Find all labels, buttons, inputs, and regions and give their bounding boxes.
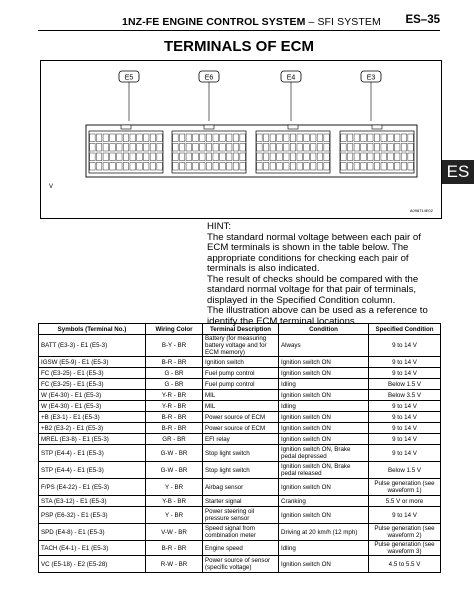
cell-specified: 9 to 14 V (369, 335, 441, 357)
cell-wiring-color: B-Y - BR (146, 335, 203, 357)
cell-specified: 9 to 14 V (369, 401, 441, 412)
table-row (39, 434, 441, 445)
cell-description: Starter signal (203, 496, 279, 507)
header-condition: Condition (279, 324, 369, 335)
cell-condition: Idling (279, 379, 369, 390)
cell-symbol: +B2 (E3-2) - E1 (E5-3) (39, 423, 146, 434)
table-row (39, 496, 441, 507)
cell-condition: Ignition switch ON (279, 368, 369, 379)
cell-specified: 9 to 14 V (369, 434, 441, 445)
cell-condition: Idling (279, 401, 369, 412)
hint-paragraph-2: The result of checks should be compared with the standard normal voltage for that pair of terminals, displayed in the Specified Condition column. (207, 273, 419, 306)
table-row (39, 524, 441, 541)
cell-symbol: PSP (E6-32) - E1 (E5-3) (39, 507, 146, 524)
cell-specified: Below 3.5 V (369, 390, 441, 401)
table-row (39, 462, 441, 479)
cell-wiring-color: GR - BR (146, 434, 203, 445)
header-title-main: 1NZ-FE ENGINE CONTROL SYSTEM (122, 16, 306, 28)
cell-wiring-color: B-R - BR (146, 357, 203, 368)
cell-condition: Ignition switch ON (279, 357, 369, 368)
cell-specified: 9 to 14 V (369, 423, 441, 434)
cell-symbol: W (E4-30) - E1 (E5-3) (39, 401, 146, 412)
cell-specified: Below 1.5 V (369, 462, 441, 479)
cell-specified: Pulse generation (see waveform 1) (369, 479, 441, 496)
cell-wiring-color: B-R - BR (146, 541, 203, 556)
cell-description: Power source of ECM (203, 423, 279, 434)
cell-condition: Ignition switch ON (279, 412, 369, 423)
header-specified-condition: Specified Condition (369, 324, 441, 335)
cell-wiring-color: G - BR (146, 379, 203, 390)
cell-description: Power source of ECM (203, 412, 279, 423)
table-row (39, 445, 441, 462)
cell-specified: Below 1.5 V (369, 379, 441, 390)
cell-wiring-color: Y-R - BR (146, 401, 203, 412)
table-row (39, 479, 441, 496)
cell-wiring-color: Y-B - BR (146, 496, 203, 507)
table-row (39, 368, 441, 379)
table-row (39, 390, 441, 401)
table-row (39, 379, 441, 390)
cell-wiring-color: G-W - BR (146, 462, 203, 479)
hint-paragraph-3: The illustration above can be used as a reference to identify the ECM terminal locations. (207, 305, 428, 327)
cell-symbol: STP (E4-4) - E1 (E5-3) (39, 462, 146, 479)
ecm-connector-svg (41, 61, 441, 218)
cell-condition: Ignition switch ON (279, 507, 369, 524)
connector-label-text: E6 (204, 74, 214, 82)
connector-label-text: E4 (286, 74, 296, 82)
cell-symbol: STA (E3-12) - E1 (E5-3) (39, 496, 146, 507)
cell-condition: Idling (279, 541, 369, 556)
cell-specified: Pulse generation (see waveform 3) (369, 541, 441, 556)
table-row (39, 335, 441, 357)
hint-block (207, 222, 442, 327)
cell-symbol: +B (E3-1) - E1 (E5-3) (39, 412, 146, 423)
cell-wiring-color: Y - BR (146, 479, 203, 496)
connector-label-2 (281, 71, 301, 121)
cell-symbol: SPD (E4-8) - E1 (E5-3) (39, 524, 146, 541)
cell-wiring-color: G - BR (146, 368, 203, 379)
cell-condition: Ignition switch ON (279, 423, 369, 434)
cell-description: Battery (for measuring battery voltage and for ECM memory) (203, 335, 279, 357)
cell-wiring-color: Y - BR (146, 507, 203, 524)
table-row (39, 357, 441, 368)
connector-label-1 (199, 71, 219, 121)
cell-symbol: TACH (E4-1) - E1 (E5-3) (39, 541, 146, 556)
header-terminal-description: Terminal Description (203, 324, 279, 335)
cell-condition: Ignition switch ON, Brake pedal depressed (279, 445, 369, 462)
header-symbols: Symbols (Terminal No.) (39, 324, 146, 335)
table-row (39, 423, 441, 434)
cell-symbol: F/PS (E4-22) - E1 (E5-3) (39, 479, 146, 496)
table-header-row (39, 324, 441, 335)
ecm-connector-diagram (40, 60, 442, 219)
hint-label: HINT: (207, 221, 231, 232)
cell-specified: 9 to 14 V (369, 445, 441, 462)
cell-specified: Pulse generation (see waveform 2) (369, 524, 441, 541)
cell-description: Stop light switch (203, 445, 279, 462)
cell-description: EFI relay (203, 434, 279, 445)
table-row (39, 507, 441, 524)
cell-symbol: FC (E3-25) - E1 (E5-3) (39, 379, 146, 390)
cell-condition: Ignition switch ON (279, 479, 369, 496)
table-row (39, 412, 441, 423)
cell-symbol: W (E4-30) - E1 (E5-3) (39, 390, 146, 401)
cell-specified: 4.5 to 5.5 V (369, 556, 441, 573)
cell-symbol: BATT (E3-3) - E1 (E5-3) (39, 335, 146, 357)
cell-specified: 9 to 14 V (369, 412, 441, 423)
ecm-connector-body (86, 125, 417, 177)
cell-condition: Always (279, 335, 369, 357)
table-row (39, 556, 441, 573)
cell-symbol: IGSW (E5-9) - E1 (E5-3) (39, 357, 146, 368)
cell-description: MIL (203, 401, 279, 412)
cell-description: Power source of sensor (specific voltage) (203, 556, 279, 573)
connector-labels (119, 71, 381, 121)
table-row (39, 401, 441, 412)
header-title (122, 16, 381, 28)
cell-condition: Ignition switch ON, Brake pedal released (279, 462, 369, 479)
cell-condition: Cranking (279, 496, 369, 507)
cell-description: MIL (203, 390, 279, 401)
cell-wiring-color: B-R - BR (146, 412, 203, 423)
cell-wiring-color: V-W - BR (146, 524, 203, 541)
cell-specified: 9 to 14 V (369, 368, 441, 379)
section-tab-es: ES (442, 160, 474, 184)
cell-description: Fuel pump control (203, 379, 279, 390)
cell-description: Airbag sensor (203, 479, 279, 496)
header-wiring-color: Wiring Color (146, 324, 203, 335)
page-title: TERMINALS OF ECM (164, 38, 314, 55)
cell-condition: Driving at 20 km/h (12 mph) (279, 524, 369, 541)
cell-description: Engine speed (203, 541, 279, 556)
cell-condition: Ignition switch ON (279, 556, 369, 573)
cell-description: Power steering oil pressure sensor (203, 507, 279, 524)
cell-wiring-color: G-W - BR (146, 445, 203, 462)
cell-symbol: FC (E3-25) - E1 (E5-3) (39, 368, 146, 379)
cell-wiring-color: Y-R - BR (146, 390, 203, 401)
header-title-sub: SFI SYSTEM (317, 16, 381, 28)
cell-description: Stop light switch (203, 462, 279, 479)
connector-label-3 (361, 71, 381, 121)
page-number: ES–35 (405, 14, 440, 26)
terminal-table (38, 323, 441, 573)
header-title-separator: – (305, 16, 318, 28)
cell-wiring-color: B-R - BR (146, 423, 203, 434)
cell-symbol: VC (E5-18) - E2 (E5-28) (39, 556, 146, 573)
cell-specified: 9 to 14 V (369, 507, 441, 524)
cell-specified: 5.5 V or more (369, 496, 441, 507)
cell-condition: Ignition switch ON (279, 434, 369, 445)
connector-label-text: E5 (124, 74, 134, 82)
page-header (38, 14, 440, 31)
connector-label-text: E3 (366, 74, 376, 82)
connector-label-0 (119, 71, 139, 121)
table-body (39, 335, 441, 573)
table-row (39, 541, 441, 556)
cell-description: Speed signal from combination meter (203, 524, 279, 541)
cell-description: Ignition switch (203, 357, 279, 368)
cell-wiring-color: R-W - BR (146, 556, 203, 573)
cell-symbol: MREL (E3-8) - E1 (E5-3) (39, 434, 146, 445)
v-label: V (49, 184, 54, 190)
cell-description: Fuel pump control (203, 368, 279, 379)
figure-code: A098714E02 (409, 208, 433, 213)
cell-specified: 9 to 14 V (369, 357, 441, 368)
cell-symbol: STP (E4-4) - E1 (E5-3) (39, 445, 146, 462)
hint-paragraph-1: The standard normal voltage between each pair of ECM terminals is shown in the table below. The appropriate conditions for checking each pair of terminals is also indicated. (207, 231, 421, 274)
cell-condition: Ignition switch ON (279, 390, 369, 401)
